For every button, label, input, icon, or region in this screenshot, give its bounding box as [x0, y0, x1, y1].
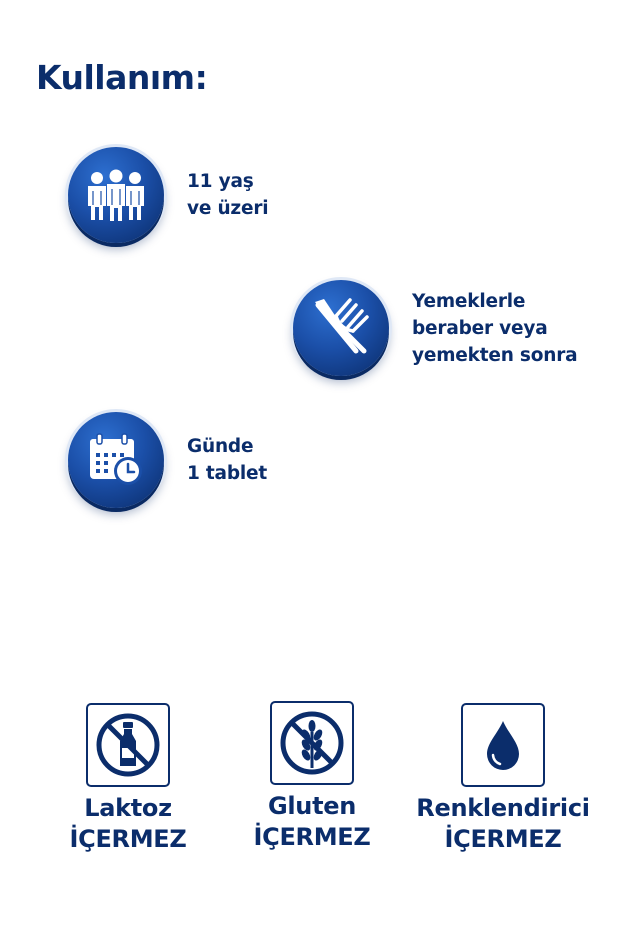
badge-sublabel: İÇERMEZ	[253, 823, 371, 851]
badge-sublabel: İÇERMEZ	[69, 825, 187, 853]
usage-line: yemekten sonra	[412, 344, 578, 366]
usage-text	[187, 168, 268, 222]
usage-icon-circle	[68, 147, 164, 243]
usage-item-age	[68, 147, 268, 243]
no-wheat-icon	[277, 708, 347, 778]
usage-icon-circle	[68, 412, 164, 508]
usage-item-meal	[293, 280, 577, 376]
page-title: Kullanım:	[36, 58, 208, 97]
usage-line: ve üzeri	[187, 198, 269, 219]
badge-sublabel: İÇERMEZ	[444, 825, 562, 853]
badge-colorant-free	[403, 703, 603, 855]
usage-line: Yemeklerle	[412, 290, 526, 312]
badge-icon-box	[270, 701, 354, 785]
badge-label: Renklendirici	[416, 794, 590, 822]
badge-gluten-free	[212, 701, 412, 853]
badge-icon-box	[461, 703, 545, 787]
usage-line: 1 tablet	[187, 463, 268, 484]
water-drop-icon	[478, 717, 528, 773]
usage-text	[412, 288, 577, 369]
usage-line: 11 yaş	[187, 171, 254, 192]
no-milk-icon	[93, 710, 163, 780]
people-icon	[83, 169, 149, 221]
usage-icon-circle	[293, 280, 389, 376]
usage-text	[187, 433, 267, 487]
usage-line: beraber veya	[412, 317, 548, 339]
badge-lactose-free	[28, 703, 228, 855]
badge-label: Laktoz	[84, 794, 172, 822]
fork-knife-icon	[310, 297, 372, 359]
badge-icon-box	[86, 703, 170, 787]
usage-line: Günde	[187, 436, 254, 457]
badge-label: Gluten	[267, 792, 357, 820]
usage-item-dose	[68, 412, 267, 508]
calendar-clock-icon	[86, 431, 146, 489]
